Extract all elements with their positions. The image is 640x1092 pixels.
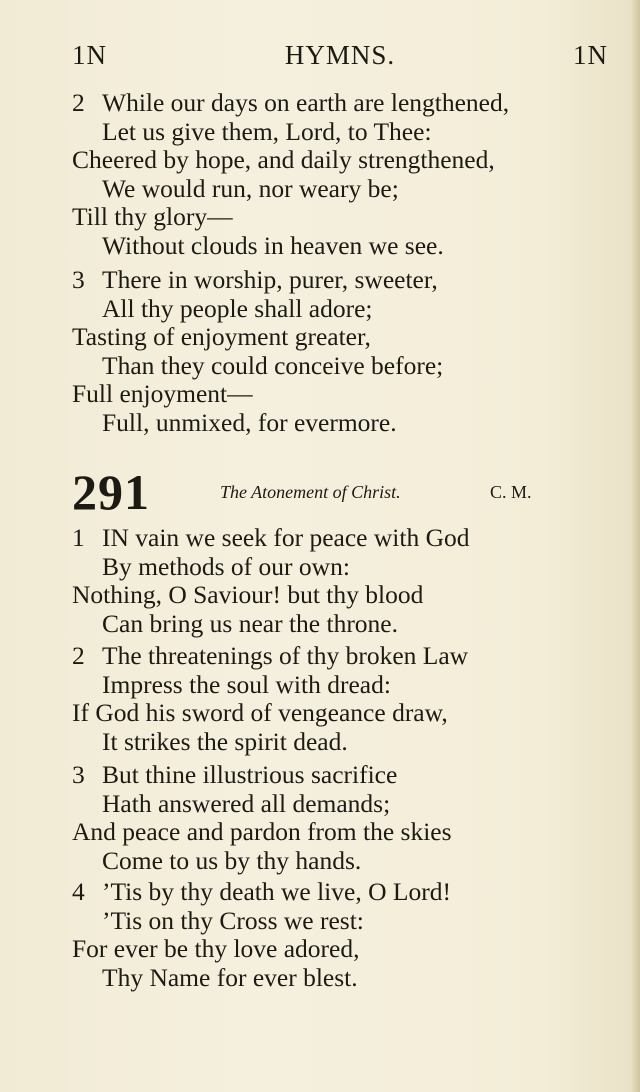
hymn-291-verse-1 — [72, 524, 469, 638]
header-title: HYMNS. — [284, 40, 396, 70]
verse-line: 3 But thine illustrious sacrifice — [72, 760, 398, 789]
hymn-heading — [72, 462, 612, 522]
header-right-signature: 1N — [573, 40, 608, 70]
verse-number: 3 — [72, 760, 85, 789]
verse-number: 2 — [72, 641, 85, 670]
verse-line: Tasting of enjoyment greater, — [72, 322, 371, 352]
verse-line: Without clouds in heaven we see. — [102, 230, 444, 260]
verse-line: 3 There in worship, purer, sweeter, — [72, 265, 438, 294]
verse-line: ’Tis on thy Cross we rest: — [102, 905, 364, 935]
running-header — [72, 40, 608, 80]
verse-number: 3 — [72, 265, 85, 294]
verse-number: 2 — [72, 88, 85, 117]
hymn-291-verse-2 — [72, 642, 468, 756]
hymn-291-verse-4 — [72, 878, 451, 992]
header-left-signature: 1N — [72, 40, 107, 70]
verse-number: 4 — [72, 877, 85, 906]
verse-line: By methods of our own: — [102, 551, 350, 581]
verse-line: Thy Name for ever blest. — [102, 962, 358, 992]
hymn-title: The Atonement of Christ. — [220, 482, 401, 502]
verse-line: Full enjoyment— — [72, 379, 253, 409]
verse-line: 4 ’Tis by thy death we live, O Lord! — [72, 877, 451, 906]
verse-line: Can bring us near the throne. — [102, 608, 399, 638]
verse-line: Let us give them, Lord, to Thee: — [102, 116, 432, 146]
verse-line: Than they could conceive before; — [102, 350, 444, 380]
verse-line: Cheered by hope, and daily strengthened, — [72, 145, 495, 175]
verse-line: Till thy glory— — [72, 202, 233, 232]
verse-line: We would run, nor weary be; — [102, 173, 399, 203]
verse-line: Hath answered all demands; — [102, 788, 391, 818]
verse-line: Full, unmixed, for evermore. — [102, 407, 397, 437]
hymn-291-verse-3 — [72, 761, 452, 875]
verse-line: All thy people shall adore; — [102, 293, 373, 323]
prev-hymn-verse-3 — [72, 266, 443, 438]
prev-hymn-verse-2 — [72, 89, 509, 261]
verse-line: Impress the soul with dread: — [102, 669, 391, 699]
verse-line: If God his sword of vengeance draw, — [72, 698, 448, 728]
verse-line: And peace and pardon from the skies — [72, 817, 452, 847]
hymn-number: 291 — [72, 464, 150, 520]
page-edge — [632, 0, 640, 1092]
verse-line: For ever be thy love adored, — [72, 934, 360, 964]
verse-line: 1 IN vain we seek for peace with God — [72, 523, 470, 552]
verse-line: Nothing, O Saviour! but thy blood — [72, 580, 424, 610]
hymn-meter: C. M. — [490, 482, 532, 502]
verse-number: 1 — [72, 523, 85, 552]
verse-line: It strikes the spirit dead. — [102, 726, 348, 756]
verse-line: Come to us by thy hands. — [102, 845, 362, 875]
verse-line: 2 The threatenings of thy broken Law — [72, 641, 469, 670]
verse-line: 2 While our days on earth are lengthened, — [72, 88, 510, 117]
